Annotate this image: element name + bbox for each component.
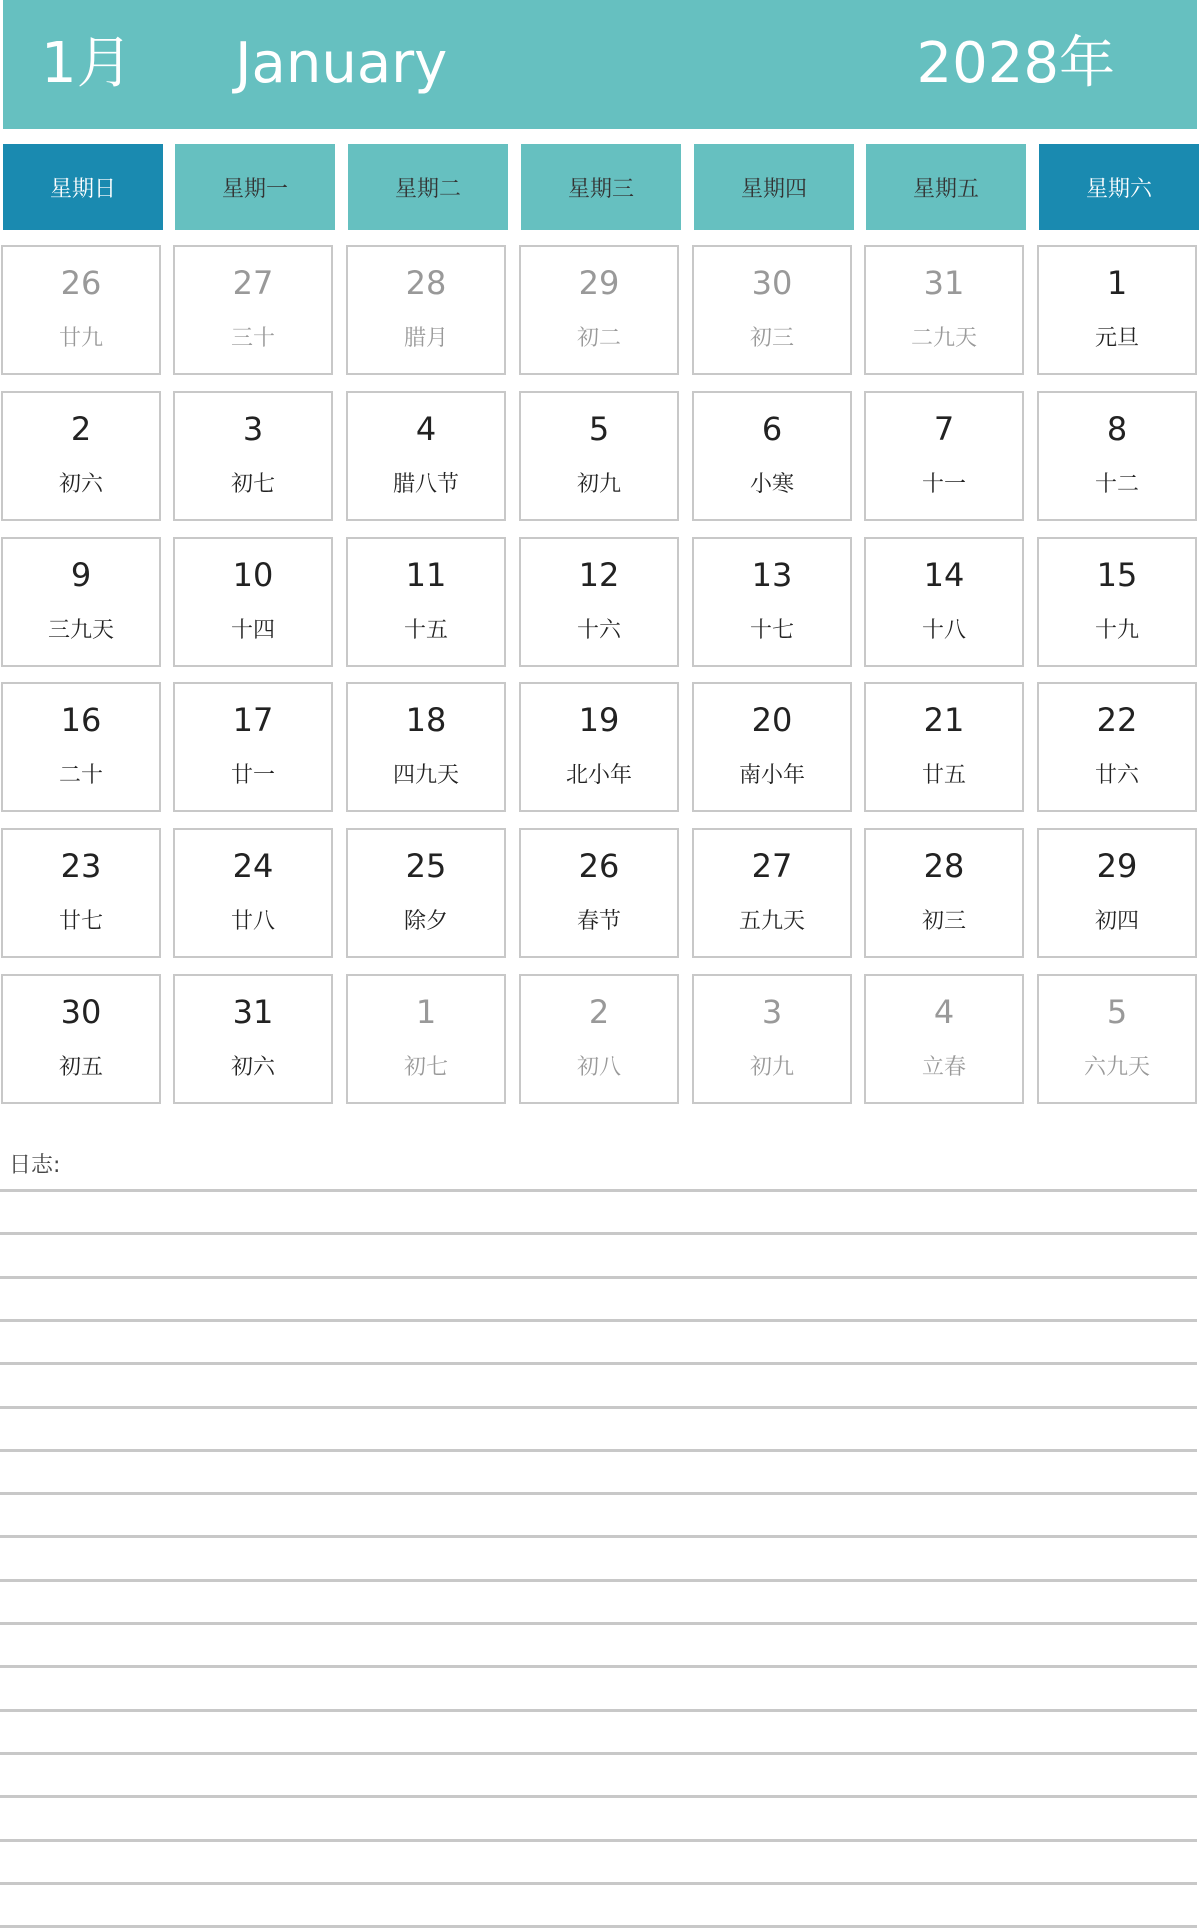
- day-number: 23: [60, 847, 102, 885]
- day-number: 1: [415, 993, 437, 1031]
- calendar-grid: [0, 245, 1200, 1105]
- day-number: 10: [232, 556, 274, 594]
- day-number: 18: [405, 701, 447, 739]
- lunar-date-label: 初四: [1094, 909, 1139, 934]
- lunar-date-label: 十五: [403, 618, 448, 643]
- day-cell[interactable]: [1, 391, 161, 521]
- lunar-date-label: 三十: [230, 326, 275, 351]
- lunar-date-label: 初九: [576, 472, 621, 497]
- note-line: [0, 1449, 1197, 1452]
- day-cell[interactable]: [173, 828, 333, 958]
- day-cell[interactable]: [1, 537, 161, 667]
- day-cell[interactable]: [1, 974, 161, 1104]
- day-cell[interactable]: [346, 391, 506, 521]
- day-number: 20: [751, 701, 793, 739]
- day-cell[interactable]: [1, 828, 161, 958]
- day-cell[interactable]: [346, 682, 506, 812]
- day-number: 9: [70, 556, 92, 594]
- day-cell[interactable]: [173, 391, 333, 521]
- day-number: 1: [1106, 264, 1128, 302]
- lunar-date-label: 初六: [230, 1055, 275, 1080]
- note-line: [0, 1362, 1197, 1365]
- note-line: [0, 1752, 1197, 1755]
- day-number: 4: [933, 993, 955, 1031]
- lunar-date-label: 三九天: [47, 618, 114, 643]
- day-cell[interactable]: [692, 537, 852, 667]
- day-number: 13: [751, 556, 793, 594]
- lunar-date-label: 廿九: [58, 326, 103, 351]
- note-line: [0, 1882, 1197, 1885]
- note-line: [0, 1535, 1197, 1538]
- lunar-date-label: 初七: [403, 1055, 448, 1080]
- day-cell[interactable]: [1037, 537, 1197, 667]
- day-cell[interactable]: [692, 245, 852, 375]
- day-cell[interactable]: [692, 828, 852, 958]
- day-number: 19: [578, 701, 620, 739]
- weekday-header-6: 星期六: [1039, 144, 1199, 230]
- day-number: 5: [1106, 993, 1128, 1031]
- lunar-date-label: 腊月: [403, 326, 448, 351]
- lunar-date-label: 北小年: [565, 763, 632, 788]
- day-cell[interactable]: [1, 682, 161, 812]
- day-number: 30: [751, 264, 793, 302]
- day-cell[interactable]: [1037, 828, 1197, 958]
- notes-label: 日志:: [9, 1153, 61, 1178]
- lunar-date-label: 十六: [576, 618, 621, 643]
- day-number: 6: [761, 410, 783, 448]
- weekday-header-3: 星期三: [521, 144, 681, 230]
- day-cell[interactable]: [346, 828, 506, 958]
- day-number: 16: [60, 701, 102, 739]
- lunar-date-label: 十二: [1094, 472, 1139, 497]
- day-cell[interactable]: [519, 682, 679, 812]
- note-line: [0, 1319, 1197, 1322]
- day-cell[interactable]: [519, 245, 679, 375]
- day-number: 26: [60, 264, 102, 302]
- lunar-date-label: 廿一: [230, 763, 275, 788]
- day-number: 26: [578, 847, 620, 885]
- weekday-header-2: 星期二: [348, 144, 508, 230]
- weekday-header-4: 星期四: [694, 144, 854, 230]
- day-number: 4: [415, 410, 437, 448]
- day-number: 28: [923, 847, 965, 885]
- day-cell[interactable]: [346, 537, 506, 667]
- day-number: 2: [70, 410, 92, 448]
- day-number: 8: [1106, 410, 1128, 448]
- day-number: 27: [232, 264, 274, 302]
- lunar-date-label: 廿八: [230, 909, 275, 934]
- day-number: 2: [588, 993, 610, 1031]
- weekday-header-1: 星期一: [175, 144, 335, 230]
- lunar-date-label: 十七: [749, 618, 794, 643]
- day-cell[interactable]: [519, 974, 679, 1104]
- day-cell[interactable]: [1037, 974, 1197, 1104]
- note-line: [0, 1189, 1197, 1192]
- lunar-date-label: 五九天: [738, 909, 805, 934]
- note-line: [0, 1492, 1197, 1495]
- lunar-date-label: 十九: [1094, 618, 1139, 643]
- day-number: 25: [405, 847, 447, 885]
- lunar-date-label: 廿六: [1094, 763, 1139, 788]
- day-number: 24: [232, 847, 274, 885]
- note-line: [0, 1925, 1197, 1928]
- day-cell[interactable]: [864, 682, 1024, 812]
- lunar-date-label: 除夕: [403, 909, 448, 934]
- note-line: [0, 1579, 1197, 1582]
- lunar-date-label: 十四: [230, 618, 275, 643]
- day-cell[interactable]: [1037, 682, 1197, 812]
- day-cell[interactable]: [346, 245, 506, 375]
- day-cell[interactable]: [173, 682, 333, 812]
- day-cell[interactable]: [1037, 391, 1197, 521]
- day-cell[interactable]: [1, 245, 161, 375]
- day-number: 28: [405, 264, 447, 302]
- day-number: 15: [1096, 556, 1138, 594]
- day-cell[interactable]: [864, 391, 1024, 521]
- lunar-date-label: 元旦: [1094, 326, 1139, 351]
- day-cell[interactable]: [173, 537, 333, 667]
- lunar-date-label: 廿五: [921, 763, 966, 788]
- day-cell[interactable]: [692, 391, 852, 521]
- note-line: [0, 1232, 1197, 1235]
- lunar-date-label: 二九天: [910, 326, 977, 351]
- lunar-date-label: 初二: [576, 326, 621, 351]
- day-number: 31: [232, 993, 274, 1031]
- lunar-date-label: 十一: [921, 472, 966, 497]
- day-number: 3: [761, 993, 783, 1031]
- lunar-date-label: 初五: [58, 1055, 103, 1080]
- lunar-date-label: 初三: [749, 326, 794, 351]
- month-en-title: January: [235, 31, 448, 96]
- year-title: 2028年: [916, 31, 1115, 96]
- weekday-header-5: 星期五: [866, 144, 1026, 230]
- note-line: [0, 1622, 1197, 1625]
- lunar-date-label: 初八: [576, 1055, 621, 1080]
- lunar-date-label: 十八: [921, 618, 966, 643]
- lunar-date-label: 初三: [921, 909, 966, 934]
- day-number: 21: [923, 701, 965, 739]
- day-number: 22: [1096, 701, 1138, 739]
- day-cell[interactable]: [864, 828, 1024, 958]
- note-line: [0, 1839, 1197, 1842]
- lunar-date-label: 四九天: [392, 763, 459, 788]
- lunar-date-label: 初九: [749, 1055, 794, 1080]
- day-number: 29: [578, 264, 620, 302]
- weekday-header-row: [0, 144, 1200, 230]
- day-number: 12: [578, 556, 620, 594]
- day-number: 14: [923, 556, 965, 594]
- day-number: 30: [60, 993, 102, 1031]
- day-cell[interactable]: [692, 974, 852, 1104]
- lunar-date-label: 初六: [58, 472, 103, 497]
- day-cell[interactable]: [864, 537, 1024, 667]
- lunar-date-label: 二十: [58, 763, 103, 788]
- month-cn-title: 1月: [41, 31, 133, 96]
- day-cell[interactable]: [173, 245, 333, 375]
- day-cell[interactable]: [519, 828, 679, 958]
- lunar-date-label: 立春: [921, 1055, 966, 1080]
- day-cell[interactable]: [519, 391, 679, 521]
- day-cell[interactable]: [864, 974, 1024, 1104]
- day-cell[interactable]: [173, 974, 333, 1104]
- lunar-date-label: 腊八节: [392, 472, 459, 497]
- day-number: 3: [242, 410, 264, 448]
- lunar-date-label: 初七: [230, 472, 275, 497]
- lunar-date-label: 春节: [576, 909, 621, 934]
- day-cell[interactable]: [346, 974, 506, 1104]
- weekday-header-0: 星期日: [3, 144, 163, 230]
- day-number: 7: [933, 410, 955, 448]
- note-line: [0, 1795, 1197, 1798]
- day-number: 5: [588, 410, 610, 448]
- day-number: 29: [1096, 847, 1138, 885]
- note-line: [0, 1665, 1197, 1668]
- lunar-date-label: 南小年: [738, 763, 805, 788]
- note-line: [0, 1276, 1197, 1279]
- calendar-header: [3, 0, 1197, 129]
- day-cell[interactable]: [519, 537, 679, 667]
- day-number: 27: [751, 847, 793, 885]
- lunar-date-label: 小寒: [749, 472, 794, 497]
- day-cell[interactable]: [1037, 245, 1197, 375]
- note-line: [0, 1406, 1197, 1409]
- day-number: 11: [405, 556, 447, 594]
- lunar-date-label: 六九天: [1083, 1055, 1150, 1080]
- day-cell[interactable]: [692, 682, 852, 812]
- lunar-date-label: 廿七: [58, 909, 103, 934]
- note-line: [0, 1709, 1197, 1712]
- day-number: 31: [923, 264, 965, 302]
- day-cell[interactable]: [864, 245, 1024, 375]
- day-number: 17: [232, 701, 274, 739]
